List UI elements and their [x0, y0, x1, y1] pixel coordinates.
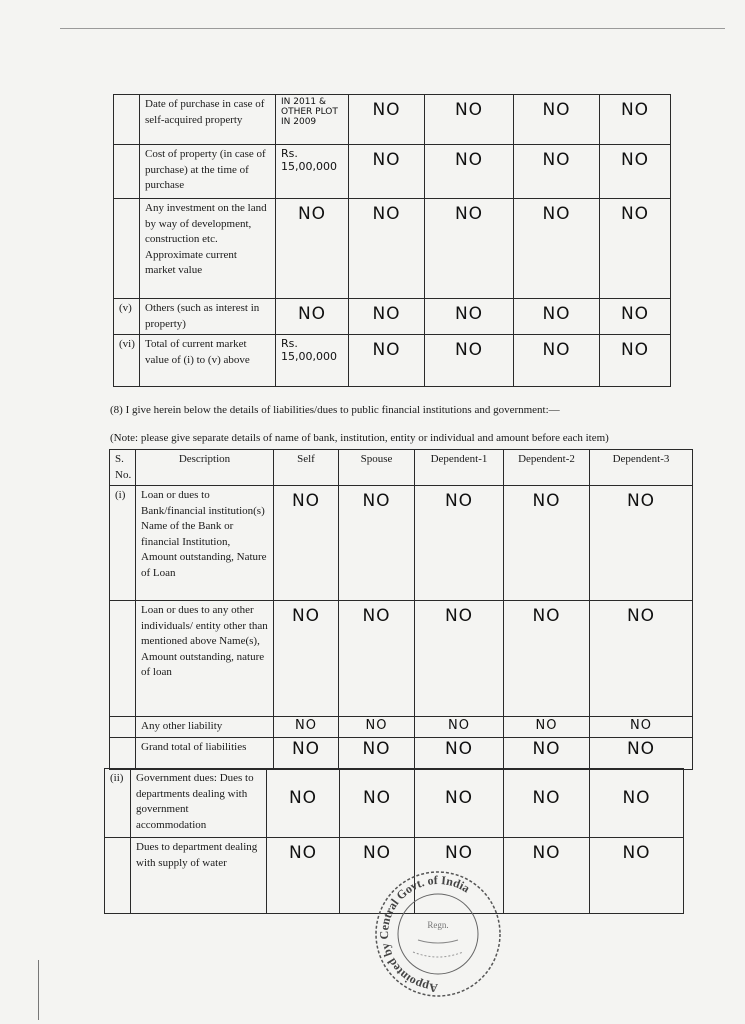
row-description: Loan or dues to any other individuals/ entity other than mentioned above Name(s), Amount outstanding, nature of loan [136, 601, 274, 717]
table-row [110, 601, 693, 717]
answer-dependent-2: NO [504, 601, 590, 717]
answer-self: NO [274, 486, 339, 601]
answer-dependent-1: NO [415, 486, 504, 601]
row-description: Loan or dues to Bank/financial institution(s) Name of the Bank or financial Institution, Amount outstanding, Nature of Loan [136, 486, 274, 601]
answer-dependent-1: NO [425, 199, 514, 299]
serial-number [114, 95, 140, 145]
answer-self: Rs. 15,00,000 [276, 145, 349, 199]
answer-dependent-2: NO [514, 95, 600, 145]
stamp-inner-text: Regn. [427, 920, 449, 930]
table-header-row [110, 450, 693, 486]
answer-dependent-3: NO [590, 769, 684, 838]
header-dependent-2: Dependent-2 [504, 450, 590, 486]
answer-dependent-2: NO [514, 335, 600, 387]
answer-dependent-1: NO [425, 335, 514, 387]
header-dependent-1: Dependent-1 [415, 450, 504, 486]
answer-spouse: NO [339, 737, 415, 769]
page-top-edge [60, 28, 725, 29]
svg-text:Appointed by Central Govt. of [377, 873, 472, 995]
answer-dependent-1: NO [415, 737, 504, 769]
answer-dependent-2: NO [504, 838, 590, 914]
serial-number: (vi) [114, 335, 140, 387]
answer-dependent-2: NO [514, 299, 600, 335]
row-description: Any other liability [136, 717, 274, 738]
answer-dependent-2: NO [504, 717, 590, 738]
answer-self: NO [267, 838, 340, 914]
row-description: Total of current market value of (i) to (v) above [140, 335, 276, 387]
section-8-note: (Note: please give separate details of name of bank, institution, entity or individual and amount before each item) [110, 432, 609, 444]
row-description: Any investment on the land by way of development, construction etc. Approximate current market value [140, 199, 276, 299]
header-self: Self [274, 450, 339, 486]
table-row [114, 335, 671, 387]
answer-dependent-3: NO [590, 737, 693, 769]
page-left-edge [38, 960, 39, 1020]
table-row [105, 769, 684, 838]
answer-spouse: NO [340, 838, 415, 914]
header-dependent-3: Dependent-3 [590, 450, 693, 486]
header-serial: S. No. [110, 450, 136, 486]
answer-self: NO [267, 769, 340, 838]
serial-number [110, 737, 136, 769]
row-description: Cost of property (in case of purchase) at the time of purchase [140, 145, 276, 199]
row-description: Grand total of liabilities [136, 737, 274, 769]
answer-dependent-1: NO [425, 299, 514, 335]
answer-self: NO [274, 737, 339, 769]
answer-spouse: NO [349, 299, 425, 335]
row-description: Dues to department dealing with supply of water [131, 838, 267, 914]
answer-dependent-3: NO [600, 335, 671, 387]
answer-spouse: NO [349, 145, 425, 199]
notary-stamp [368, 866, 508, 1001]
answer-spouse: NO [340, 769, 415, 838]
answer-dependent-2: NO [514, 199, 600, 299]
section-8-heading: (8) I give herein below the details of liabilities/dues to public financial institutions and government:— [110, 404, 560, 416]
header-spouse: Spouse [339, 450, 415, 486]
serial-number [114, 145, 140, 199]
serial-number: (ii) [105, 769, 131, 838]
answer-spouse: NO [339, 717, 415, 738]
table-row [110, 486, 693, 601]
answer-dependent-3: NO [600, 145, 671, 199]
answer-dependent-1: NO [425, 145, 514, 199]
answer-spouse: NO [339, 601, 415, 717]
answer-spouse: NO [349, 335, 425, 387]
answer-dependent-2: NO [504, 486, 590, 601]
property-details-table [113, 94, 671, 387]
answer-dependent-3: NO [590, 601, 693, 717]
answer-self: IN 2011 & OTHER PLOT IN 2009 [276, 95, 349, 145]
answer-dependent-2: NO [504, 769, 590, 838]
answer-dependent-3: NO [590, 717, 693, 738]
serial-number: (i) [110, 486, 136, 601]
header-description: Description [136, 450, 274, 486]
row-description: Government dues: Dues to departments dealing with government accommodation [131, 769, 267, 838]
table-row [114, 199, 671, 299]
answer-spouse: NO [349, 199, 425, 299]
liabilities-table [109, 449, 693, 770]
table-row [114, 145, 671, 199]
answer-self: Rs. 15,00,000 [276, 335, 349, 387]
row-description: Date of purchase in case of self-acquired property [140, 95, 276, 145]
serial-number [110, 717, 136, 738]
answer-self: NO [276, 199, 349, 299]
answer-dependent-3: NO [600, 199, 671, 299]
table-row [110, 717, 693, 738]
answer-dependent-1: NO [415, 601, 504, 717]
answer-dependent-2: NO [504, 737, 590, 769]
answer-spouse: NO [339, 486, 415, 601]
serial-number [110, 601, 136, 717]
table-row [114, 95, 671, 145]
serial-number: (v) [114, 299, 140, 335]
answer-dependent-3: NO [600, 299, 671, 335]
row-description: Others (such as interest in property) [140, 299, 276, 335]
answer-dependent-1: NO [415, 717, 504, 738]
answer-dependent-2: NO [514, 145, 600, 199]
answer-spouse: NO [349, 95, 425, 145]
answer-dependent-3: NO [590, 486, 693, 601]
stamp-ring-text: Appointed by Central Govt. of India [376, 872, 473, 996]
answer-self: NO [274, 717, 339, 738]
answer-self: NO [274, 601, 339, 717]
serial-number [105, 838, 131, 914]
answer-dependent-1: NO [415, 838, 504, 914]
answer-dependent-1: NO [425, 95, 514, 145]
table-row [114, 299, 671, 335]
serial-number [114, 199, 140, 299]
answer-dependent-1: NO [415, 769, 504, 838]
answer-dependent-3: NO [600, 95, 671, 145]
answer-self: NO [276, 299, 349, 335]
answer-dependent-3: NO [590, 838, 684, 914]
table-row [110, 737, 693, 769]
